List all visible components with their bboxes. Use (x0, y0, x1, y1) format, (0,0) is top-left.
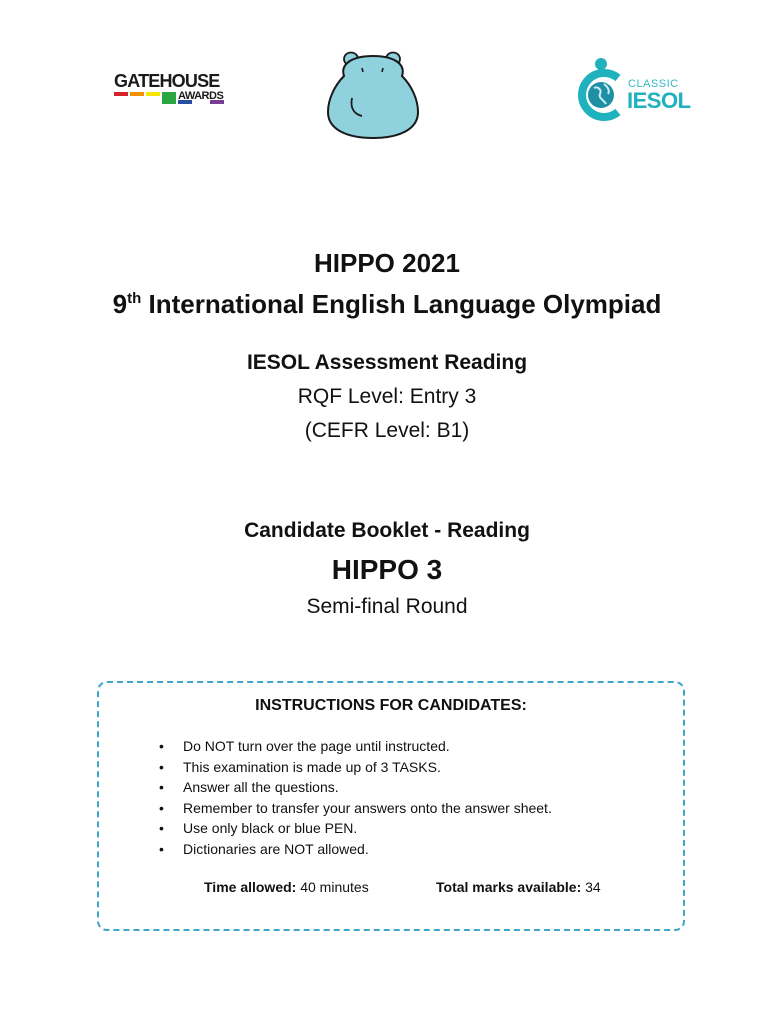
booklet-level: HIPPO 3 (331, 554, 443, 585)
assessment-name: IESOL Assessment Reading (246, 351, 528, 374)
iesol-globe-icon (574, 54, 634, 124)
olympiad-title (0, 289, 768, 320)
iesol-logo-word: IESOL (627, 88, 691, 113)
booklet-round: Semi-final Round (306, 595, 468, 618)
document-title: HIPPO 2021 (314, 248, 460, 278)
cefr-level: (CEFR Level: B1) (304, 419, 470, 442)
total-marks-label: Total marks available: (436, 879, 582, 895)
time-allowed-value: 40 minutes (296, 879, 369, 895)
time-allowed-label: Time allowed: (204, 879, 297, 895)
iesol-logo-classic: CLASSIC (628, 78, 679, 90)
gatehouse-logo-word: GATEHOUSE (114, 71, 220, 91)
olympiad-ordinal: th (127, 290, 142, 307)
instruction-item: • This examination is made up of 3 TASKS. (183, 757, 552, 778)
gatehouse-bar-red (114, 92, 128, 96)
instruction-item: • Use only black or blue PEN. (183, 818, 552, 839)
gatehouse-bar-orange (130, 92, 144, 96)
gatehouse-bar-yellow (146, 92, 160, 96)
hippo-mascot-logo (326, 50, 420, 140)
total-marks-value: 34 (581, 879, 601, 895)
olympiad-number: 9 (112, 289, 128, 319)
gatehouse-logo-awards: AWARDS (178, 90, 224, 102)
rqf-level: RQF Level: Entry 3 (297, 385, 477, 408)
instructions-title: INSTRUCTIONS FOR CANDIDATES: (255, 697, 527, 714)
instruction-item: • Do NOT turn over the page until instructed. (183, 736, 552, 757)
instructions-box (97, 681, 685, 931)
hippo-icon (326, 50, 420, 140)
instructions-list (183, 736, 552, 859)
olympiad-name: International English Language Olympiad (141, 289, 662, 319)
instruction-item: • Dictionaries are NOT allowed. (183, 839, 552, 860)
time-allowed (204, 879, 369, 895)
total-marks (436, 879, 601, 895)
instruction-item: • Remember to transfer your answers onto the answer sheet. (183, 798, 552, 819)
booklet-label: Candidate Booklet - Reading (244, 519, 530, 542)
gatehouse-bar-green (162, 92, 176, 104)
instruction-item: • Answer all the questions. (183, 777, 552, 798)
